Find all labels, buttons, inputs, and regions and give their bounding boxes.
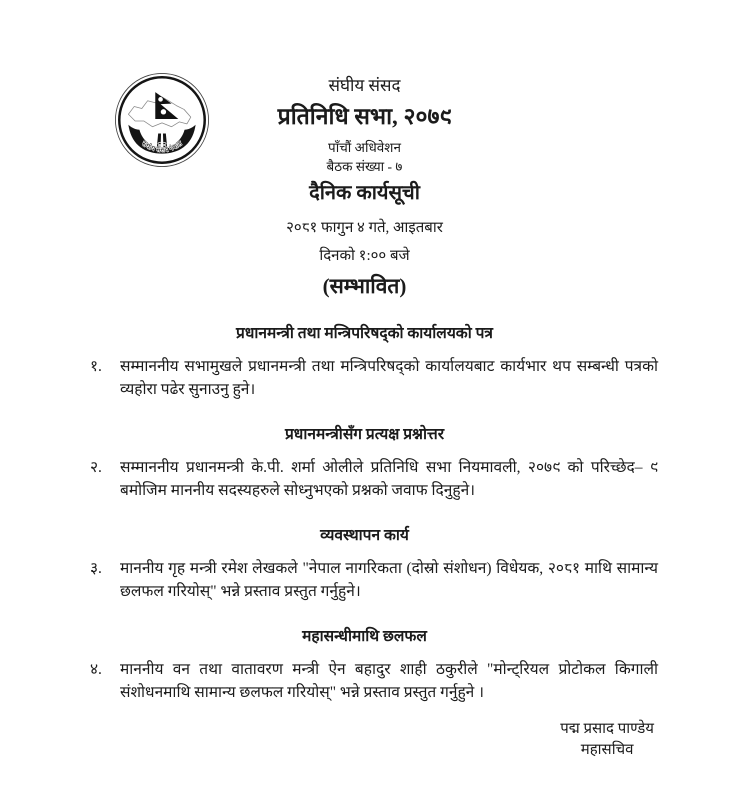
agenda-item — [90, 658, 658, 704]
agenda-section-pm-office-letter — [0, 324, 729, 401]
signatory-name: पद्म प्रसाद पाण्डेय — [560, 721, 654, 737]
agenda-item-text: माननीय वन तथा वातावरण मन्त्री ऐन बहादुर शाही ठकुरीले "मोन्ट्रियल प्रोटोकल किगाली संशोधनमाथि सामान्य छलफल गरियोस्" भन्ने प्रस्ताव प्रस्तुत गर्नुहुने । — [120, 661, 658, 701]
agenda-item-number: ३. — [90, 560, 102, 577]
signatory-title: महासचिव — [580, 742, 634, 758]
agenda-section-legislative-business — [0, 526, 729, 603]
agenda-item — [90, 557, 658, 603]
agenda-item — [90, 355, 658, 401]
section-heading: प्रधानमन्त्रीसँग प्रत्यक्ष प्रश्नोत्तर — [284, 426, 445, 443]
agenda-item-number: २. — [90, 459, 102, 476]
parliament-name: संघीय संसद — [328, 76, 401, 95]
agenda-section-treaty-discussion — [0, 627, 729, 704]
emblem-ring-text: संघीय संसद नेपाल — [140, 140, 184, 154]
parliament-emblem-logo — [114, 72, 210, 168]
agenda-body — [0, 324, 729, 704]
section-heading: व्यवस्थापन कार्य — [320, 527, 409, 544]
agenda-item-number: ४. — [90, 661, 102, 678]
agenda-item-text: सम्माननीय प्रधानमन्त्री के.पी. शर्मा ओलीले प्रतिनिधि सभा नियमावली, २०७९ को परिच्छेद– ९ बमोजिम माननीय सदस्यहरुले सोध्नुभएको प्रश्नको जवाफ दिनुहुने। — [120, 459, 658, 499]
assembly-title: प्रतिनिधि सभा, २०७९ — [277, 104, 452, 129]
document-header — [0, 0, 729, 300]
meeting-time: दिनको १:०० बजे — [319, 248, 410, 264]
section-heading: प्रधानमन्त्री तथा मन्त्रिपरिषद्को कार्यालयको पत्र — [236, 325, 493, 342]
meeting-date: २०८१ फागुन ४ गते, आइतबार — [286, 220, 443, 236]
section-heading: महासन्धीमाथि छलफल — [302, 628, 427, 645]
session-label: पाँचौं अधिवेशन — [328, 140, 401, 155]
agenda-section-pm-question-answer — [0, 425, 729, 502]
agenda-item-text: माननीय गृह मन्त्री रमेश लेखकले "नेपाल नागरिकता (दोस्रो संशोधन) विधेयक, २०८१ माथि सामान्य छलफल गरियोस्" भन्ने प्रस्ताव प्रस्तुत गर्नुहुने। — [120, 560, 658, 600]
document-title: दैनिक कार्यसूची — [309, 182, 420, 204]
tentative-label: (सम्भावित) — [322, 274, 407, 298]
agenda-item-text: सम्माननीय सभामुखले प्रधानमन्त्री तथा मन्त्रिपरिषद्को कार्यालयबाट कार्यभार थप सम्बन्धी पत्रको व्यहोरा पढेर सुनाउनु हुने। — [120, 358, 658, 398]
signature-block — [560, 719, 654, 761]
agenda-item-number: १. — [90, 358, 102, 375]
meeting-number: बैठक संख्या - ७ — [326, 159, 403, 174]
flag-sun-icon — [161, 109, 166, 114]
agenda-item — [90, 456, 658, 502]
flag-moon-icon — [158, 97, 163, 102]
